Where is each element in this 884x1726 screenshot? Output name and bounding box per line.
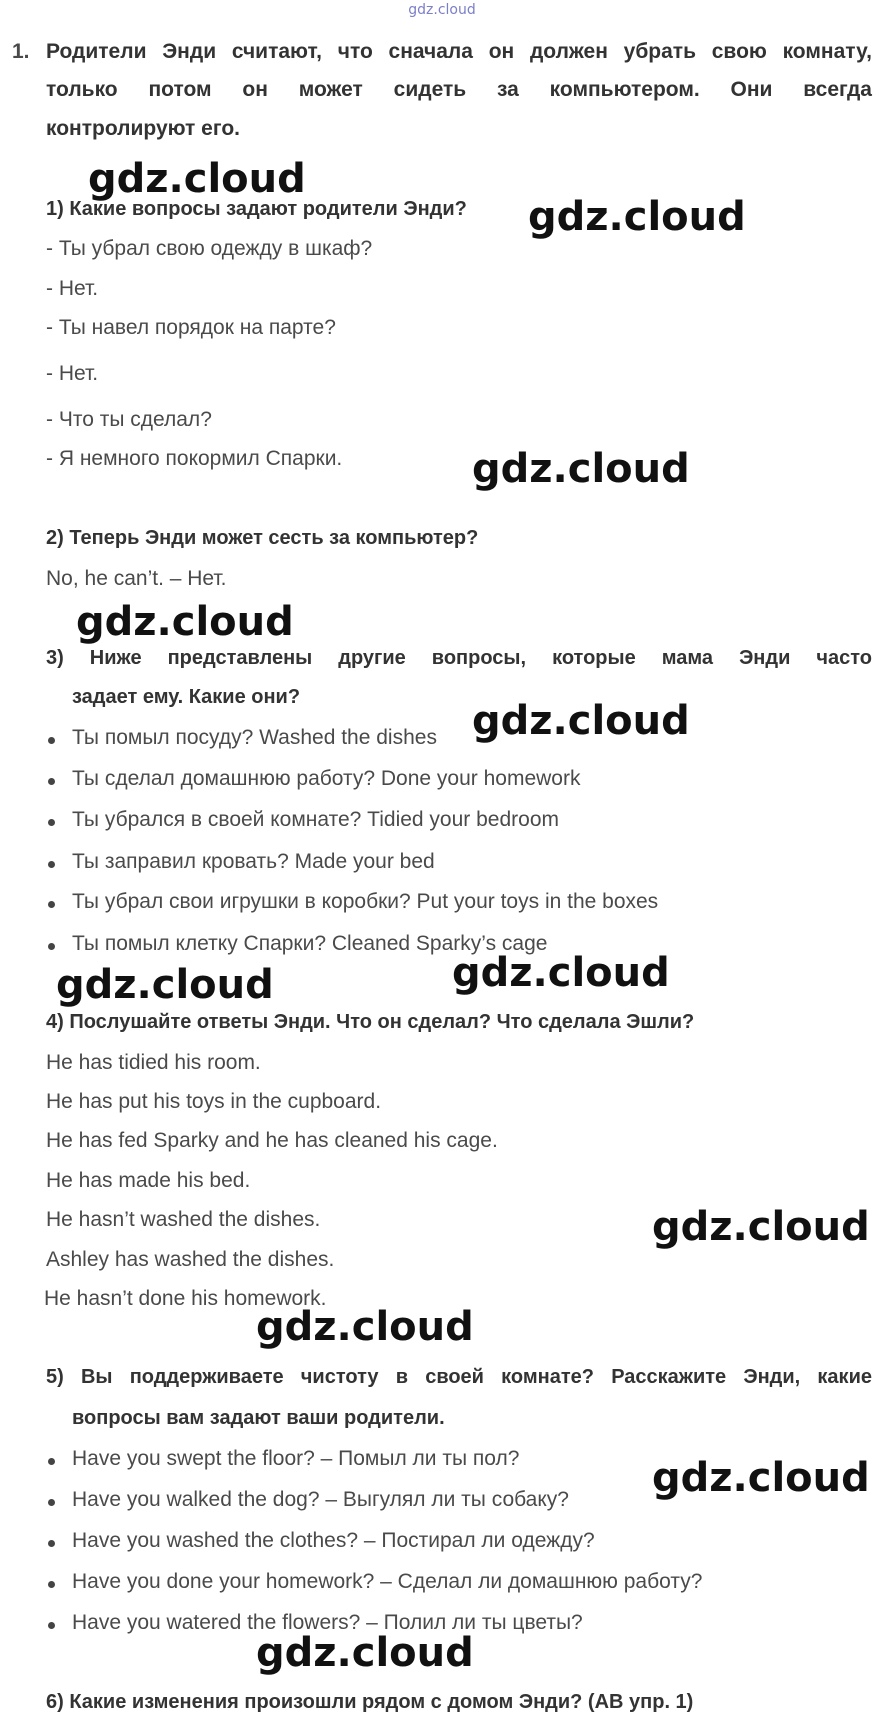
q4-line: He has put his toys in the cupboard. (46, 1090, 382, 1113)
q3-list-item: Ты заправил кровать? Made your bed (72, 850, 435, 873)
q1-line: - Что ты сделал? (46, 408, 212, 431)
q5-title-line-2: вопросы вам задают ваши родители. (72, 1407, 445, 1429)
q4-line: He hasn’t done his homework. (44, 1287, 327, 1310)
q5-list-item: Have you watered the flowers? – Полил ли ты цветы? (72, 1611, 583, 1634)
watermark: gdz.cloud (452, 950, 670, 996)
watermark: gdz.cloud (652, 1204, 870, 1250)
watermark: gdz.cloud (472, 698, 690, 744)
task-number: 1. (12, 40, 30, 63)
q5-list-item: Have you washed the clothes? – Постирал ли одежду? (72, 1529, 595, 1552)
q4-line: He has made his bed. (46, 1169, 251, 1192)
q6-title: 6) Какие изменения произошли рядом с домом Энди? (АВ упр. 1) (46, 1691, 694, 1713)
task-line-3: контролируют его. (46, 117, 240, 140)
watermark: gdz.cloud (652, 1455, 870, 1501)
q1-line: - Я немного покормил Спарки. (46, 447, 343, 470)
q1-title: 1) Какие вопросы задают родители Энди? (46, 198, 467, 220)
q5-title-line-1: 5) Вы поддерживаете чистоту в своей комнате? Расскажите Энди, какие (46, 1366, 872, 1388)
task-line-2: только потом он может сидеть за компьютером. Они всегда (46, 78, 872, 101)
q2-answer: No, he can’t. – Нет. (46, 567, 227, 590)
top-watermark: gdz.cloud (408, 2, 476, 18)
q3-list-item: Ты убрался в своей комнате? Tidied your bedroom (72, 808, 559, 831)
watermark: gdz.cloud (56, 962, 274, 1008)
q1-line: - Нет. (46, 362, 99, 385)
q4-line: He has tidied his room. (46, 1051, 261, 1074)
q3-list-item: Ты помыл клетку Спарки? Cleaned Sparky’s cage (72, 932, 548, 955)
watermark: gdz.cloud (256, 1304, 474, 1350)
q3-title-line-2: задает ему. Какие они? (72, 686, 301, 708)
q1-line: - Ты навел порядок на парте? (46, 316, 336, 339)
q5-list-item: Have you walked the dog? – Выгулял ли ты собаку? (72, 1488, 569, 1511)
watermark: gdz.cloud (472, 446, 690, 492)
q1-line: - Нет. (46, 277, 99, 300)
q3-list-item: Ты убрал свои игрушки в коробки? Put your toys in the boxes (72, 890, 659, 913)
q2-title: 2) Теперь Энди может сесть за компьютер? (46, 527, 479, 549)
q4-line: He has fed Sparky and he has cleaned his cage. (46, 1129, 498, 1152)
q1-line: - Ты убрал свою одежду в шкаф? (46, 237, 373, 260)
q5-list-item: Have you swept the floor? – Помыл ли ты пол? (72, 1447, 520, 1470)
watermark: gdz.cloud (88, 156, 306, 202)
q3-title-line-1: 3) Ниже представлены другие вопросы, которые мама Энди часто (46, 647, 872, 669)
watermark: gdz.cloud (256, 1630, 474, 1676)
q4-title: 4) Послушайте ответы Энди. Что он сделал? Что сделала Эшли? (46, 1011, 695, 1033)
watermark: gdz.cloud (76, 599, 294, 645)
watermark: gdz.cloud (528, 194, 746, 240)
task-line-1: Родители Энди считают, что сначала он должен убрать свою комнату, (46, 40, 872, 63)
q3-list-item: Ты помыл посуду? Washed the dishes (72, 726, 437, 749)
q3-list-item: Ты сделал домашнюю работу? Done your homework (72, 767, 581, 790)
q4-line: He hasn’t washed the dishes. (46, 1208, 321, 1231)
q5-list-item: Have you done your homework? – Сделал ли домашнюю работу? (72, 1570, 703, 1593)
q4-line: Ashley has washed the dishes. (46, 1248, 335, 1271)
